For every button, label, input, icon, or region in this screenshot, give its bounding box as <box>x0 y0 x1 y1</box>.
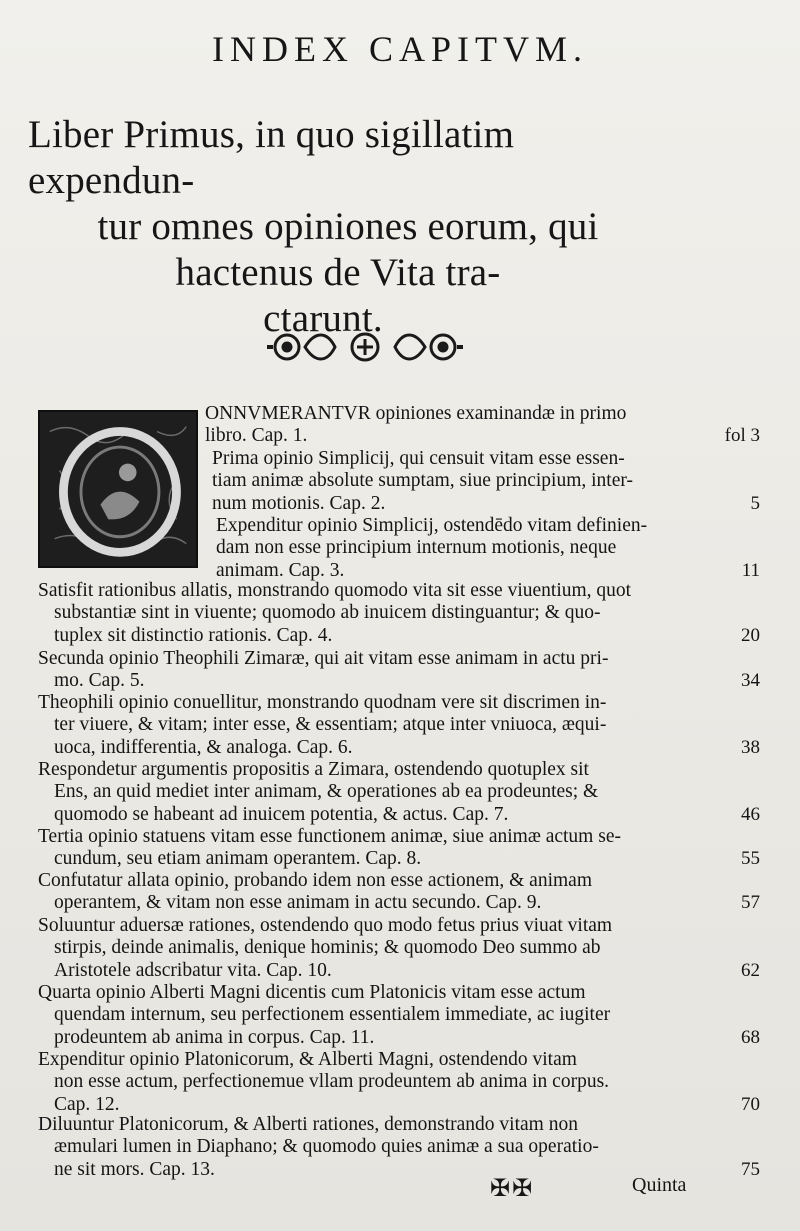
toc-entry-line: substantiæ sint in viuente; quomodo ab inuicem distinguantur; & quo- <box>54 602 601 624</box>
toc-page-number: 75 <box>741 1158 760 1180</box>
page-header: INDEX CAPITVM. <box>212 29 588 69</box>
toc-entry-line: Prima opinio Simplicij, qui censuit vitam esse essen- <box>212 448 625 469</box>
toc-entry-line: Respondetur argumentis propositis a Zimara, ostendendo quotuplex sit <box>38 759 589 780</box>
toc-entry-line: Confutatur allata opinio, probando idem non esse actionem, & animam <box>38 870 592 891</box>
toc-entry-line: tuplex sit distinctio rationis. Cap. 4. <box>54 624 333 646</box>
book-title-line: tur omnes opiniones eorum, qui <box>97 205 599 248</box>
toc-entry-line: Aristotele adscribatur vita. Cap. 10. <box>54 959 332 981</box>
toc-entry <box>38 648 760 693</box>
toc-entry <box>38 1049 760 1116</box>
toc-page-number: 68 <box>741 1026 760 1048</box>
book-title-line: ctarunt. <box>263 297 383 340</box>
toc-page-number: 62 <box>741 959 760 981</box>
book-title-line: Liber Primus, in quo sigillatim expendun- <box>28 113 515 202</box>
toc-entry-line: mo. Cap. 5. <box>54 670 145 692</box>
toc-entry-line: Ens, an quid mediet inter animam, & operationes ab ea prodeuntes; & <box>54 781 599 803</box>
toc-page-number: 55 <box>741 848 760 870</box>
toc-page-number: 46 <box>741 803 760 825</box>
toc-page-number: 57 <box>741 892 760 914</box>
toc-entry <box>38 1114 760 1181</box>
toc-page-number: 20 <box>741 624 760 646</box>
toc-entry <box>38 870 760 915</box>
toc-entry-line: Expenditur opinio Platonicorum, & Alberti Magni, ostendendo vitam <box>38 1049 577 1070</box>
toc-entry-line: Cap. 12. <box>54 1093 120 1115</box>
toc-entry <box>38 915 760 982</box>
toc-entry-line: num motionis. Cap. 2. <box>212 492 386 514</box>
signature-mark: ✠✠ <box>490 1174 535 1202</box>
toc-page-number: 11 <box>741 559 760 581</box>
toc-entry-line: libro. Cap. 1. <box>205 425 308 447</box>
toc-entry-line: tiam animæ absolute sumptam, siue principium, inter- <box>212 470 633 492</box>
toc-entry-line: Soluuntur aduersæ rationes, ostendendo quo modo fetus prius viuat vitam <box>38 915 613 936</box>
toc-entry-line: ne sit mors. Cap. 13. <box>54 1158 215 1180</box>
toc-entry <box>216 515 760 582</box>
book-title <box>28 112 648 342</box>
toc-page-number: 5 <box>750 492 760 514</box>
toc-entry-line: animam. Cap. 3. <box>216 559 345 581</box>
toc-page-number: 38 <box>741 736 760 758</box>
toc-entry-line: æmulari lumen in Diaphano; & quomodo quies animæ a sua operatio- <box>54 1136 599 1158</box>
toc-entry-line: prodeuntem ab anima in corpus. Cap. 11. <box>54 1026 375 1048</box>
decorated-initial-o-icon <box>38 410 198 568</box>
toc-page-number: 70 <box>741 1093 760 1115</box>
toc-entry-line: ONNVMERANTVR opiniones examinandæ in primo <box>205 403 627 424</box>
toc-entry-line: ter viuere, & vitam; inter esse, & essentiam; atque inter vniuoca, æqui- <box>54 714 607 736</box>
toc-entry-line: Diluuntur Platonicorum, & Alberti rationes, demonstrando vitam non <box>38 1114 578 1135</box>
toc-entry <box>38 826 760 871</box>
toc-entry-line: Tertia opinio statuens vitam esse functionem animæ, siue animæ actum se- <box>38 826 621 847</box>
toc-entry-line: dam non esse principium internum motionis, neque <box>216 537 617 559</box>
toc-entry-line: non esse actum, perfectionemue vllam prodeuntem ab anima in corpus. <box>54 1071 610 1093</box>
toc-entry <box>212 448 760 515</box>
toc-entry-line: quomodo se habeant ad inuicem potentia, & actus. Cap. 7. <box>54 803 509 825</box>
book-title-line: hactenus de Vita tra- <box>175 251 501 294</box>
toc-entry <box>38 759 760 826</box>
toc-entry-line: stirpis, deinde animalis, denique hominis; & quomodo Deo summo ab <box>54 937 601 959</box>
toc-entry <box>205 403 760 448</box>
toc-entry <box>38 982 760 1049</box>
toc-entry-line: Expenditur opinio Simplicij, ostendēdo vitam definien- <box>216 515 648 536</box>
toc-entry <box>38 692 760 759</box>
toc-entry <box>38 580 760 647</box>
toc-entry-line: Theophili opinio conuellitur, monstrando quodnam vere sit discrimen in- <box>38 692 607 713</box>
catchword: Quinta <box>632 1174 687 1196</box>
printer-ornament <box>265 325 465 369</box>
toc-entry-line: quendam internum, seu perfectionem essentialem immediate, ac iugiter <box>54 1004 611 1026</box>
toc-entry-line: operantem, & vitam non esse animam in actu secundo. Cap. 9. <box>54 892 542 914</box>
toc-page-number: 34 <box>741 670 760 692</box>
toc-entry-line: uoca, indifferentia, & analoga. Cap. 6. <box>54 736 353 758</box>
toc-page-number: fol 3 <box>724 425 760 447</box>
toc-entry-line: Satisfit rationibus allatis, monstrando quomodo vita sit esse viuentium, quot <box>38 580 632 601</box>
toc-entry-line: Secunda opinio Theophili Zimaræ, qui ait vitam esse animam in actu pri- <box>38 648 609 669</box>
toc-entry-line: cundum, seu etiam animam operantem. Cap. 8. <box>54 848 422 870</box>
toc-entry-line: Quarta opinio Alberti Magni dicentis cum Platonicis vitam esse actum <box>38 982 586 1003</box>
